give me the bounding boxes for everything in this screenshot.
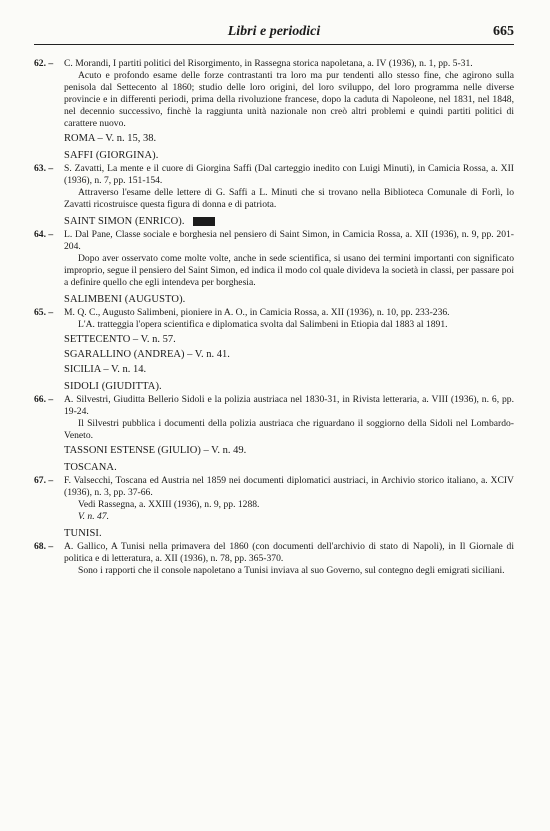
cross-reference-settecento: SETTECENTO – V. n. 57. bbox=[64, 334, 176, 345]
bibliography-entry-62 bbox=[34, 58, 514, 130]
entry-cross-reference: V. n. 47. bbox=[78, 511, 110, 522]
entry-citation: F. Valsecchi, Toscana ed Austria nel 1859 nei documenti diplomatici austriaci, in Archivio storico italiano, a. XCIV (1936), n. 3, pp. 37-66. bbox=[64, 475, 514, 498]
entry-number: 65. – bbox=[34, 307, 54, 318]
entry-number: 67. – bbox=[34, 475, 54, 486]
bibliography-entry-68 bbox=[34, 541, 514, 577]
entry-citation: M. Q. C., Augusto Salimbeni, pioniere in A. O., in Camicia Rossa, a. XII (1936), n. 10, pp. 233-236. bbox=[64, 307, 450, 318]
cross-reference-sgarallino: SGARALLINO (ANDREA) – V. n. 41. bbox=[64, 349, 230, 360]
entry-abstract: Dopo aver osservato come molte volte, anche in sede scientifica, si usano dei termini importanti con significato improprio, segue il pensiero del Saint Simon, ed indica il modo col quale divideva la società in classi, per passare poi a definire quello che egli intendeva per borghesia. bbox=[64, 253, 514, 288]
section-heading-saffi: SAFFI (GIORGINA). bbox=[64, 150, 159, 161]
entry-see-also: Vedi Rassegna, a. XXIII (1936), n. 9, pp. 1288. bbox=[78, 499, 260, 510]
bibliography-list bbox=[34, 58, 514, 580]
entry-citation: S. Zavatti, La mente e il cuore di Giorgina Saffi (Dal carteggio inedito con Luigi Minuti), in Camicia Rossa, a. XII (1936), n. 7, pp. 151-154. bbox=[64, 163, 514, 186]
section-heading-saint-simon bbox=[64, 216, 514, 228]
ink-smudge bbox=[193, 217, 215, 226]
entry-abstract: L'A. tratteggia l'opera scientifica e diplomatica svolta dal Salimbeni in Etiopia dal 1883 al 1891. bbox=[78, 319, 448, 330]
cross-reference-roma: ROMA – V. n. 15, 38. bbox=[64, 133, 157, 144]
section-heading-text: SAINT SIMON (ENRICO). bbox=[64, 216, 185, 227]
entry-number: 63. – bbox=[34, 163, 54, 174]
cross-reference-tassoni: TASSONI ESTENSE (GIULIO) – V. n. 49. bbox=[64, 445, 247, 456]
running-head bbox=[34, 24, 514, 45]
section-heading-sidoli: SIDOLI (GIUDITTA). bbox=[64, 381, 162, 392]
bibliography-entry-66 bbox=[34, 394, 514, 442]
section-heading-salimbeni: SALIMBENI (AUGUSTO). bbox=[64, 294, 186, 305]
bibliography-entry-64 bbox=[34, 229, 514, 289]
bibliography-entry-65 bbox=[34, 307, 514, 331]
bibliography-entry-63 bbox=[34, 163, 514, 211]
section-heading-toscana: TOSCANA. bbox=[64, 462, 117, 473]
running-title: Libri e periodici bbox=[227, 24, 321, 39]
cross-reference-sicilia: SICILIA – V. n. 14. bbox=[64, 364, 147, 375]
entry-citation: A. Gallico, A Tunisi nella primavera del 1860 (con documenti dell'archivio di stato di Napoli), in Il Giornale di politica e di letteratura, a. XII (1936), n. 78, pp. 365-370. bbox=[64, 541, 514, 564]
page-number: 665 bbox=[493, 24, 514, 39]
entry-abstract: Sono i rapporti che il console napoletano a Tunisi inviava al suo Governo, sul contegno degli emigrati siciliani. bbox=[78, 565, 505, 576]
entry-citation: C. Morandi, I partiti politici del Risorgimento, in Rassegna storica napoletana, a. IV (1936), n. 1, pp. 5-31. bbox=[64, 58, 473, 69]
entry-citation: A. Silvestri, Giuditta Bellerio Sidoli e la polizia austriaca nel 1830-31, in Rivista letteraria, a. VIII (1936), n. 6, pp. 19-24. bbox=[64, 394, 514, 417]
bibliography-entry-67 bbox=[34, 475, 514, 523]
entry-number: 64. – bbox=[34, 229, 54, 240]
entry-number: 62. – bbox=[34, 58, 54, 69]
entry-number: 68. – bbox=[34, 541, 54, 552]
entry-abstract: Attraverso l'esame delle lettere di G. Saffi a L. Minuti che si trovano nella Biblioteca Comunale di Forlì, lo Zavatti ricostruisce questa figura di donna e di patriota. bbox=[64, 187, 514, 210]
entry-abstract: Il Silvestri pubblica i documenti della polizia austriaca che riguardano il soggiorno della Sidoli nel Lombardo-Veneto. bbox=[64, 418, 514, 441]
entry-citation: L. Dal Pane, Classe sociale e borghesia nel pensiero di Saint Simon, in Camicia Rossa, a. XII (1936), n. 9, pp. 201-204. bbox=[64, 229, 514, 252]
entry-number: 66. – bbox=[34, 394, 54, 405]
section-heading-tunisi: TUNISI. bbox=[64, 528, 102, 539]
entry-abstract: Acuto e profondo esame delle forze contrastanti tra loro ma pur tendenti allo stesso fine, che agirono sulla penisola dal Settecento al 1860; studio delle loro origini, del loro sviluppo, del loro programma nelle diverse provincie e in differenti periodi, prima della rivoluzione francese, dopo la caduta di Napoleone, nel 1831, nel 1848, nel decennio successivo, finchè la raggiunta unità nazionale non creò altri problemi e quindi partiti politici di carattere nuovo. bbox=[64, 70, 514, 129]
